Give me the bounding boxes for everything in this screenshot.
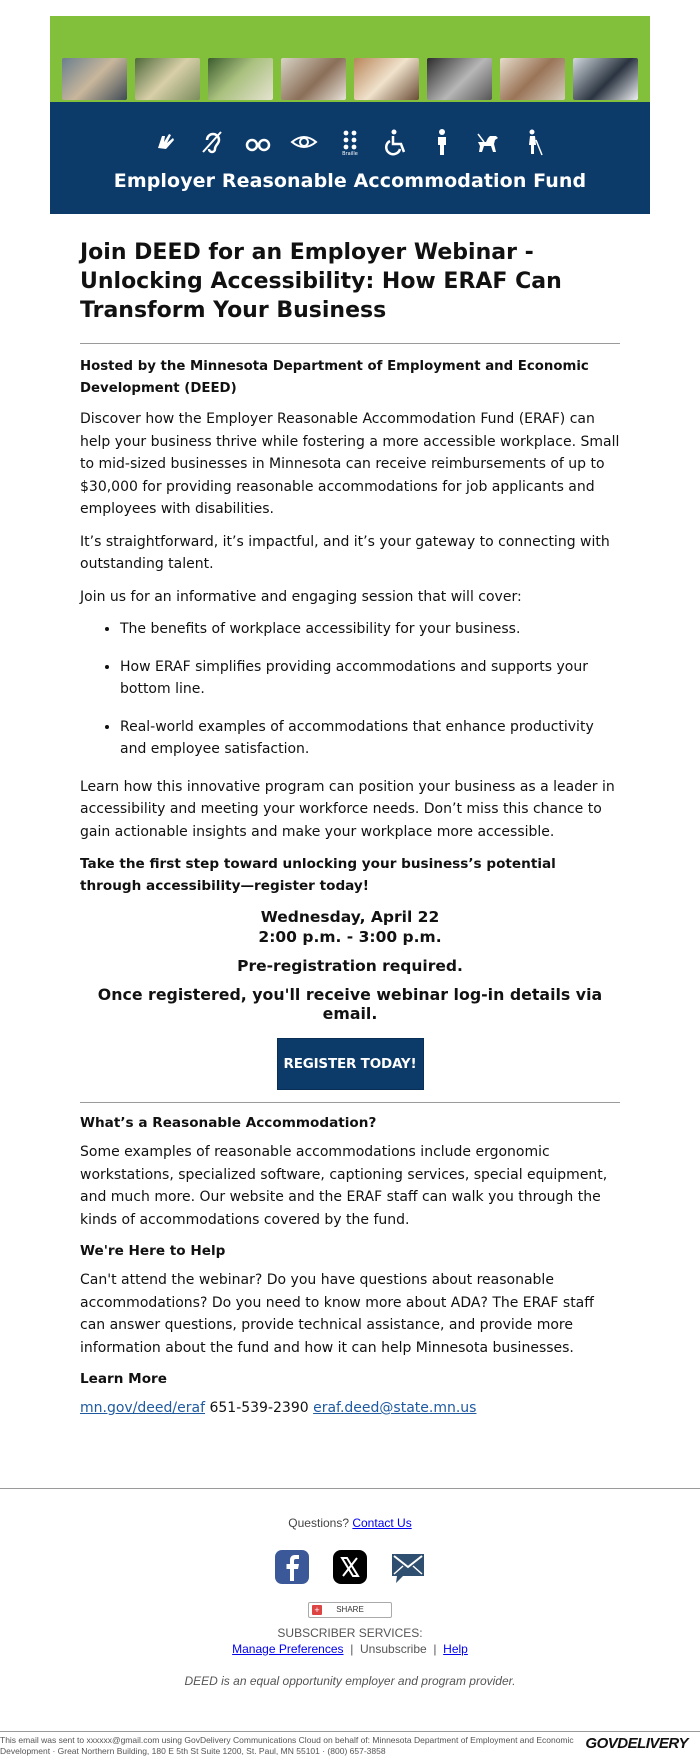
eye-icon: [289, 126, 319, 158]
person-icon: [427, 126, 457, 158]
reasonable-accommodation-text: Some examples of reasonable accommodations include ergonomic workstations, specialized software, captioning services, special equipment, and much more. Our website and the ERAF staff can walk you through the kinds of accommodations covered by the fund.: [80, 1144, 608, 1228]
eraf-email-link[interactable]: eraf.deed@state.mn.us: [313, 1400, 477, 1416]
photo-8: [573, 58, 638, 100]
phone-number: 651-539-2390: [209, 1400, 309, 1416]
login-details-note: Once registered, you'll receive webinar log-in details via email.: [97, 985, 603, 1023]
accessibility-icon-row: [50, 126, 650, 158]
learn-how-paragraph: Learn how this innovative program can position your business as a leader in accessibility and meeting your workforce needs. Don’t miss this chance to gain actionable insights and make your workplace more accessible.: [80, 778, 615, 840]
govdelivery-logo: GOVDELIVERY: [585, 1735, 688, 1752]
photo-1: [62, 58, 127, 100]
photo-4: [281, 58, 346, 100]
pre-registration-note: Pre-registration required.: [237, 957, 463, 975]
cta-line-1: Take the first step toward unlocking your business’s potential: [80, 856, 556, 872]
photo-5: [354, 58, 419, 100]
glasses-icon: [243, 126, 273, 158]
subscriber-services-label: SUBSCRIBER SERVICES:: [277, 1626, 423, 1640]
footer: [0, 1500, 700, 1688]
questions-label: Questions?: [288, 1516, 349, 1530]
photo-6: [427, 58, 492, 100]
banner-blue-band: [50, 102, 650, 214]
list-item: • Real-world examples of accommodations that enhance productivity and employee satisfaction.: [120, 716, 620, 761]
separator: |: [433, 1642, 437, 1656]
divider: [80, 343, 620, 344]
photo-7: [500, 58, 565, 100]
hearing-icon: [197, 126, 227, 158]
photo-3: [208, 58, 273, 100]
questions-line: [0, 1516, 700, 1530]
email-body: [80, 238, 620, 1430]
x-twitter-icon[interactable]: [331, 1548, 369, 1586]
bottom-divider: [0, 1731, 700, 1732]
cane-icon: [519, 126, 549, 158]
sign-language-icon: [151, 126, 181, 158]
photo-strip: [62, 58, 638, 100]
manage-preferences-link[interactable]: Manage Preferences: [232, 1642, 344, 1656]
register-button-wrap: [80, 1038, 620, 1090]
plus-icon: +: [312, 1605, 322, 1615]
sender-disclaimer: This email was sent to xxxxxx@gmail.com using GovDelivery Communications Cloud on behalf of: Minnesota Department of Employment and Economic Development · Great Northern Building, 180 E 5th St Suite 1200, St. Paul, MN 55101 · (800) 657-3858: [0, 1735, 574, 1756]
help-text: Can't attend the webinar? Do you have questions about reasonable accommodations? Do you need to know more about ADA? The ERAF staff can answer questions, provide technical assistance, and provide more information about the fund and how it can help Minnesota businesses.: [80, 1272, 594, 1356]
join-us-paragraph: Join us for an informative and engaging session that will cover:: [80, 588, 522, 605]
page-title: Join DEED for an Employer Webinar - Unlocking Accessibility: How ERAF Can Transform Your Business: [80, 240, 562, 323]
unsubscribe-link[interactable]: Unsubscribe: [360, 1642, 427, 1656]
hosted-by: Hosted by the Minnesota Department of Employment and Economic Development (DEED): [80, 359, 589, 396]
divider: [80, 1102, 620, 1103]
webinar-date: Wednesday, April 22: [260, 908, 440, 926]
straightforward-paragraph: It’s straightforward, it’s impactful, and it’s your gateway to connecting with outstanding talent.: [80, 533, 610, 572]
eraf-banner: [50, 16, 650, 208]
service-dog-icon: [473, 126, 503, 158]
eraf-website-link[interactable]: mn.gov/deed/eraf: [80, 1400, 206, 1416]
share-button[interactable]: [308, 1602, 392, 1618]
help-heading: We're Here to Help: [80, 1243, 226, 1259]
cta-text: [80, 853, 620, 897]
separator: |: [350, 1642, 354, 1656]
learn-more-heading: Learn More: [80, 1371, 167, 1387]
braille-label: Braille: [342, 151, 358, 156]
reasonable-accommodation-heading: What’s a Reasonable Accommodation?: [80, 1115, 377, 1131]
contact-line: [80, 1397, 620, 1420]
register-button[interactable]: REGISTER TODAY!: [277, 1038, 424, 1090]
session-topics-list: [80, 618, 620, 761]
eoe-statement: DEED is an equal opportunity employer and program provider.: [184, 1674, 516, 1688]
share-wrap: [0, 1586, 700, 1618]
intro-paragraph: Discover how the Employer Reasonable Accommodation Fund (ERAF) can help your business thrive while fostering a more accessible workplace. Small to mid-sized businesses in Minnesota can receive reimbursements of up to $30,000 for providing reasonable accommodations for job applicants and employees with disabilities.: [80, 411, 620, 517]
wheelchair-icon: [381, 126, 411, 158]
contact-us-link[interactable]: Contact Us: [352, 1516, 412, 1530]
subscriber-links: [0, 1642, 700, 1656]
social-links: [0, 1548, 700, 1586]
footer-divider: [0, 1488, 700, 1489]
list-item: • The benefits of workplace accessibility for your business.: [120, 618, 620, 641]
photo-2: [135, 58, 200, 100]
facebook-icon[interactable]: [273, 1548, 311, 1586]
email-icon[interactable]: [389, 1548, 427, 1586]
help-link[interactable]: Help: [443, 1642, 468, 1656]
share-label: SHARE: [336, 1605, 364, 1614]
list-item: • How ERAF simplifies providing accommodations and supports your bottom line.: [120, 656, 620, 701]
braille-icon: [335, 126, 365, 158]
banner-title: Employer Reasonable Accommodation Fund: [113, 170, 587, 192]
cta-line-2: through accessibility—register today!: [80, 878, 369, 894]
webinar-time: 2:00 p.m. - 3:00 p.m.: [258, 928, 442, 946]
